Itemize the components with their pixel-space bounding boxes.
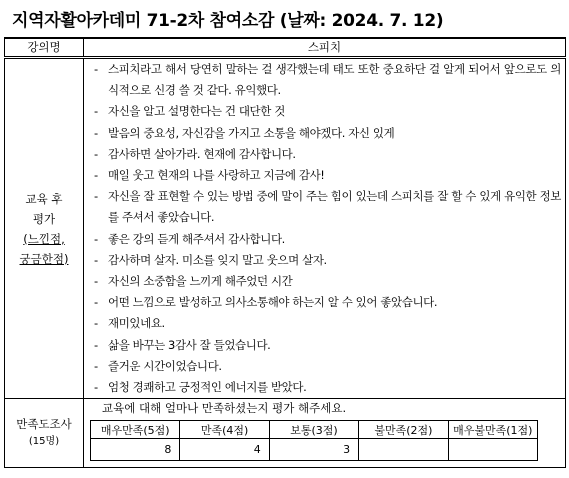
comment-item: - 엄청 경쾌하고 긍정적인 에너지를 받았다.	[94, 380, 307, 395]
rating-label: 만족(4점)	[180, 421, 269, 439]
rating-label: 매우만족(5점)	[91, 421, 180, 439]
comment-item: - 스피치라고 해서 당연히 말하는 걸 생각했는데 태도 또한 중요하단 걸 알게 되어서 앞으로도 의식적으로 신경 쓸 것 같다. 유익했다.	[94, 62, 561, 98]
comment-text: 스피치라고 해서 당연히 말하는 걸 생각했는데 태도 또한 중요하단 걸 알게 되어서 앞으로도 의식적으로 신경 쓸 것 같다. 유익했다.	[108, 62, 561, 98]
evaluation-label-line: 궁금한점)	[19, 251, 69, 266]
evaluation-label-line: 평가	[32, 211, 56, 226]
rating-label: 매우불만족(1점)	[448, 421, 537, 439]
comment-item: - 좋은 강의 듣게 해주셔서 감사합니다.	[94, 231, 285, 246]
page-title: 지역자활아카데미 71-2차 참여소감 (날짜: 2024. 7. 12)	[12, 11, 444, 31]
report-table	[4, 37, 566, 468]
evaluation-comments	[84, 58, 566, 399]
report-sheet	[4, 37, 565, 474]
evaluation-row	[5, 58, 566, 399]
comment-text: 어떤 느낌으로 발성하고 의사소통해야 하는지 알 수 있어 좋았습니다.	[108, 295, 438, 310]
satisfaction-label-text: 만족도조사	[16, 417, 72, 432]
satisfaction-content	[84, 399, 566, 468]
rating-label: 불만족(2점)	[359, 421, 448, 439]
comment-text: 자신의 소중함을 느끼게 해주었던 시간	[108, 274, 293, 289]
header-row	[5, 38, 566, 58]
comment-text: 자신을 잘 표현할 수 있는 방법 중에 말이 주는 힘이 있는데 스피치를 잘 할 수 있게 유익한 정보를 주셔서 좋았습니다.	[108, 189, 561, 225]
satisfaction-label	[5, 399, 84, 468]
comment-item: - 재미있네요.	[94, 316, 165, 331]
comment-item: - 자신의 소중함을 느끼게 해주었던 시간	[94, 274, 293, 289]
comment-text: 감사하며 살자. 미소를 잊지 말고 웃으며 살자.	[108, 252, 327, 267]
rating-value	[359, 439, 448, 461]
rating-value: 3	[269, 439, 358, 461]
comment-item: - 감사하며 살자. 미소를 잊지 말고 웃으며 살자.	[94, 252, 327, 267]
comment-item: - 즐거운 시간이었습니다.	[94, 358, 222, 373]
satisfaction-row	[5, 399, 566, 468]
evaluation-label-line: (느낀점,	[23, 231, 65, 246]
respondent-count: (15명)	[28, 436, 60, 448]
rating-table	[90, 420, 538, 461]
rating-label: 보통(3점)	[269, 421, 358, 439]
comment-item: - 삶을 바꾸는 3감사 잘 들었습니다.	[94, 337, 271, 352]
comment-text: 재미있네요.	[108, 316, 165, 331]
rating-value: 4	[180, 439, 269, 461]
comment-item: - 발음의 중요성, 자신감을 가지고 소통을 해야겠다. 자신 있게	[94, 125, 395, 140]
evaluation-label-line: 교육 후	[25, 191, 63, 206]
comment-text: 삶을 바꾸는 3감사 잘 들었습니다.	[108, 337, 271, 352]
rating-header-row	[91, 421, 538, 439]
rating-value: 8	[91, 439, 180, 461]
rating-value	[448, 439, 537, 461]
comment-item: - 매일 웃고 현재의 나를 사랑하고 지금에 감사!	[94, 168, 325, 183]
comment-text: 감사하면 살아가라. 현재에 감사합니다.	[108, 146, 296, 161]
comment-item: - 자신을 알고 설명한다는 건 대단한 것	[94, 104, 285, 119]
comment-text: 즐거운 시간이었습니다.	[108, 358, 222, 373]
comment-text: 좋은 강의 듣게 해주셔서 감사합니다.	[108, 231, 285, 246]
comment-item: - 자신을 잘 표현할 수 있는 방법 중에 말이 주는 힘이 있는데 스피치를 잘 할 수 있게 유익한 정보를 주셔서 좋았습니다.	[94, 189, 561, 225]
comment-item: - 어떤 느낌으로 발성하고 의사소통해야 하는지 알 수 있어 좋았습니다.	[94, 295, 438, 310]
header-lecture-name: 스피치	[84, 38, 566, 58]
comment-text: 매일 웃고 현재의 나를 사랑하고 지금에 감사!	[108, 168, 325, 183]
header-lecture-label: 강의명	[5, 38, 84, 58]
comment-text: 발음의 중요성, 자신감을 가지고 소통을 해야겠다. 자신 있게	[108, 125, 395, 140]
comment-list	[88, 59, 561, 398]
comment-text: 자신을 알고 설명한다는 건 대단한 것	[108, 104, 285, 119]
evaluation-label	[5, 58, 84, 399]
comment-item: - 감사하면 살아가라. 현재에 감사합니다.	[94, 146, 296, 161]
satisfaction-prompt: 교육에 대해 얼마나 만족하셨는지 평가 해주세요.	[102, 401, 347, 416]
rating-value-row	[91, 439, 538, 461]
comment-text: 엄청 경쾌하고 긍정적인 에너지를 받았다.	[108, 380, 307, 395]
